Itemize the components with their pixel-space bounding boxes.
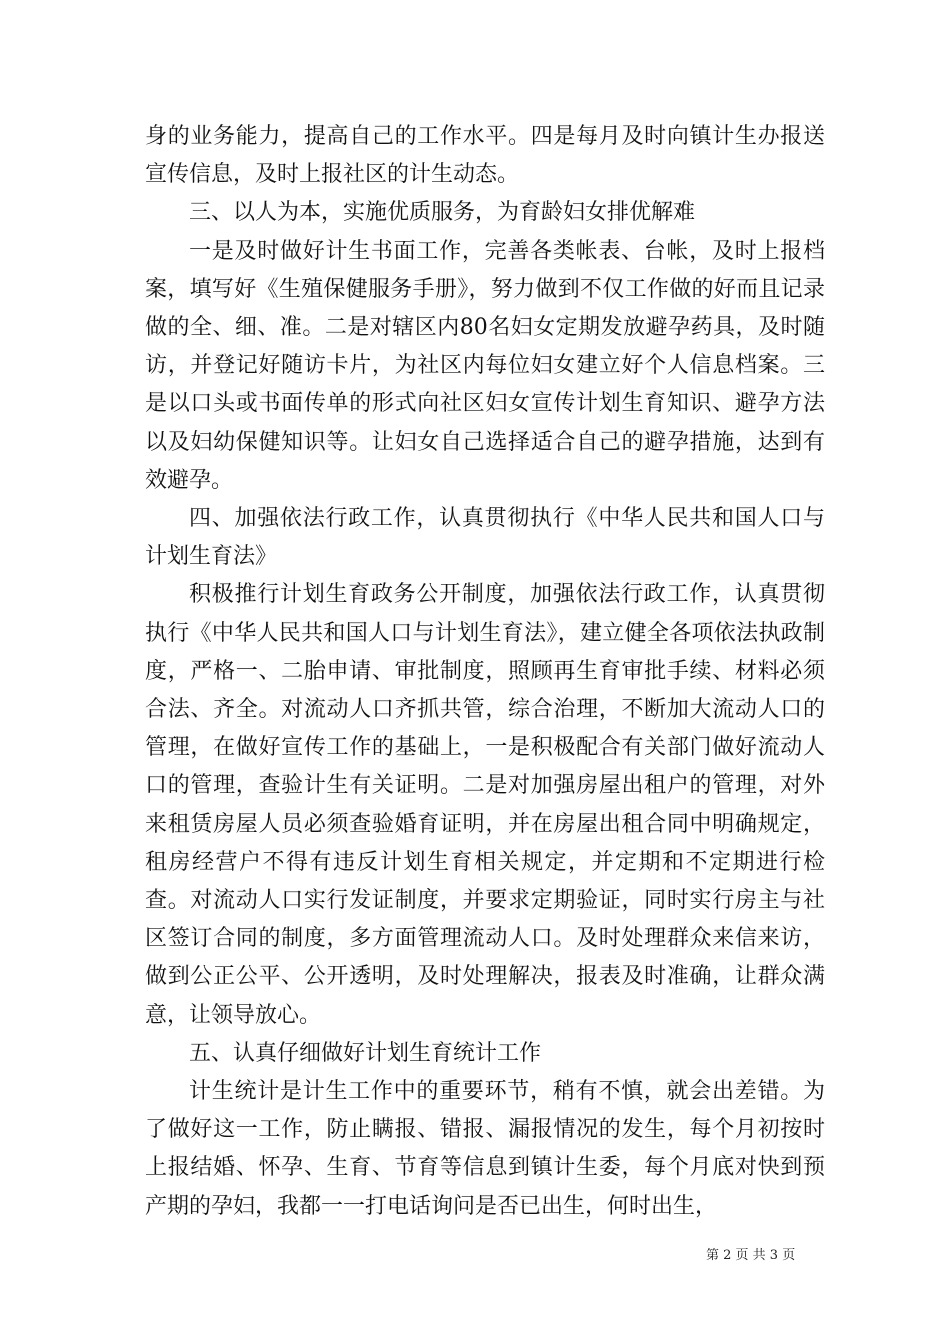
section-heading-4: 四、加强依法行政工作，认真贯彻执行《中华人民共和国人口与计划生育法》 [145, 506, 825, 570]
document-body [145, 118, 825, 1226]
paragraph-section-4: 积极推行计划生育政务公开制度，加强依法行政工作，认真贯彻执行《中华人民共和国人口与计划生育法》，建立健全各项依法执政制度，严格一、二胎申请、审批制度，照顾再生育审批手续、材料必须合法、齐全。对流动人口齐抓共管，综合治理，不断加大流动人口的管理，在做好宣传工作的基础上，一是积极配合有关部门做好流动人口的管理，查验计生有关证明。二是对加强房屋出租户的管理，对外来租赁房屋人员必须查验婚育证明，并在房屋出租合同中明确规定，租房经营户不得有违反计划生育相关规定，并定期和不定期进行检查。对流动人口实行发证制度，并要求定期验证，同时实行房主与社区签订合同的制度，多方面管理流动人口。及时处理群众来信来访，做到公正公平、公开透明，及时处理解决，报表及时准确，让群众满意，让领导放心。 [145, 582, 825, 1028]
paragraph-section-5: 计生统计是计生工作中的重要环节，稍有不慎，就会出差错。为了做好这一工作，防止瞒报、错报、漏报情况的发生，每个月初按时上报结婚、怀孕、生育、节育等信息到镇计生委，每个月底对快到预产期的孕妇，我都一一打电话询问是否已出生，何时出生， [145, 1079, 825, 1219]
section-heading-3: 三、以人为本，实施优质服务，为育龄妇女排优解难 [189, 200, 696, 226]
paragraph-continuation: 身的业务能力，提高自己的工作水平。四是每月及时向镇计生办报送宣传信息，及时上报社区的计生动态。 [145, 124, 825, 188]
page-number-footer: 第 2 页 共 3 页 [706, 1248, 796, 1263]
section-heading-5: 五、认真仔细做好计划生育统计工作 [189, 1040, 542, 1066]
paragraph-section-3: 一是及时做好计生书面工作，完善各类帐表、台帐，及时上报档案，填写好《生殖保健服务手册》，努力做到不仅工作做的好而且记录做的全、细、准。二是对辖区内80名妇女定期发放避孕药具，及时随访，并登记好随访卡片，为社区内每位妇女建立好个人信息档案。三是以口头或书面传单的形式向社区妇女宣传计划生育知识、避孕方法以及妇幼保健知识等。让妇女自己选择适合自己的避孕措施，达到有效避孕。 [145, 238, 825, 493]
